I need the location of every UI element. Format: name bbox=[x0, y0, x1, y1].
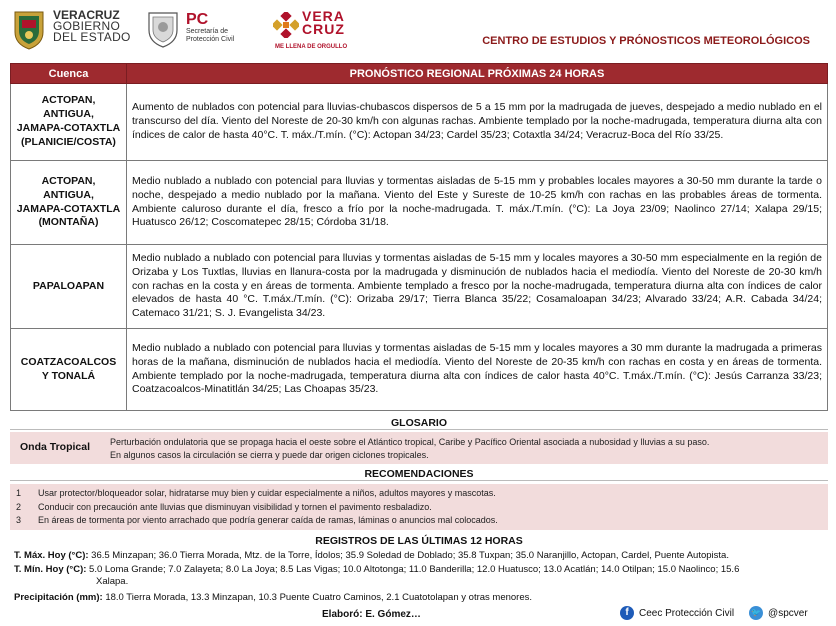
forecast-cell: Aumento de nublados con potencial para lluvias-chubascos dispersos de 5 a 15 mm por la madrugada de jueves, despejado a medio nublado en el transcurso del día. Viento del Noreste de 20-30 km/h con algunas rachas. Ambiente templado por la noche-madrugada, temperatura diurna alta con índices de calor de hasta 40°C. T. máx./T.mín. (°C): Actopan 34/23; Cardel 35/23; Cotaxtla 34/24; Veracruz-Boca del Río 33/25. bbox=[127, 84, 828, 161]
basin-name-line: Y TONALÁ bbox=[41, 369, 96, 382]
records-tmin-label: T. Mín. Hoy (°C): bbox=[14, 564, 87, 575]
recommendation-text: En áreas de tormenta por viento arrachado que podría generar caída de ramas, láminas o anuncios mal colocados. bbox=[38, 515, 498, 525]
records-tmin-text: 5.0 Loma Grande; 7.0 Zalayeta; 8.0 La Joya; 8.5 Las Vigas; 10.0 Altotonga; 11.0 Banderilla; 12.0 Huatusco; 13.0 Acatlán; 14.0 Otilpan; 15.0 Naolinco; 15.6 bbox=[89, 564, 740, 575]
center-title: CENTRO DE ESTUDIOS Y PRÓNOSTICOS METEOROLÓGICOS bbox=[482, 35, 810, 47]
recommendation-number: 3 bbox=[16, 515, 22, 525]
facebook-handle[interactable]: Ceec Protección Civil bbox=[639, 607, 735, 619]
glossary-definition-line: Perturbación ondulatoria que se propaga hacia el oeste sobre el Atlántico tropical, Caribe y Pacífico Oriental asociada a nubosidad y lluvias a su paso. bbox=[110, 437, 710, 447]
twitter-icon[interactable]: 🐦 bbox=[749, 606, 763, 620]
facebook-icon[interactable]: f bbox=[620, 606, 634, 620]
column-header-basin: Cuenca bbox=[11, 64, 127, 84]
table-row bbox=[11, 84, 828, 161]
basin-name-line: COATZACOALCOS bbox=[20, 355, 117, 368]
basin-cell bbox=[11, 329, 127, 411]
records-precip bbox=[14, 592, 824, 603]
vc-logo-slogan: ME LLENA DE ORGULLO bbox=[275, 44, 348, 50]
veracruz-brand-text bbox=[302, 10, 345, 36]
basin-name-line: (PLANICIE/COSTA) bbox=[21, 135, 116, 148]
page-header bbox=[0, 0, 836, 60]
basin-cell bbox=[11, 245, 127, 329]
proteccion-civil-shield-icon bbox=[147, 10, 179, 48]
veracruz-pattern-icon bbox=[273, 12, 299, 38]
basin-name-line: (MONTAÑA) bbox=[38, 216, 99, 229]
recommendation-number: 1 bbox=[16, 488, 22, 498]
forecast-cell: Medio nublado a nublado con potencial para lluvias y tormentas aisladas de 5-15 mm y probables locales mayores a 30-50 mm durante la tarde o noche, despejado a medio nublado por la mañana. Viento del Este y Sureste de 10-25 km/h con rachas en las probables áreas de tormenta. Ambiente caluroso durante el día, fresco a frío por la noche-madrugada. T. máx./T.mín. (°C): La Joya 23/09; Naolinco 27/14; Xalapa 29/15; Huatusco 26/12; Coscomatepec 28/15; Córdoba 31/18. bbox=[127, 161, 828, 245]
basin-name-line: ACTOPAN, bbox=[41, 94, 96, 107]
elaborated-by: Elaboró: E. Gómez… bbox=[322, 609, 421, 620]
recommendations-title: RECOMENDACIONES bbox=[10, 468, 828, 481]
twitter-handle[interactable]: @spcver bbox=[768, 607, 808, 619]
forecast-cell: Medio nublado a nublado con potencial para lluvias y tormentas aisladas de 5-15 mm y locales mayores a 30-50 mm especialmente en la región de Orizaba y Los Tuxtlas, lluvias en llanura-costa por la madrugada y disminución de nublados hacia el mediodía. Viento del Noreste de 20-30 km/h con rachas en la costa y en áreas de tormenta. Ambiente templado a fresco por la noche-madrugada, temperatura diurna alta con índices de calor elevados de hasta 40 °C. T.máx./T.mín. (°C): Orizaba 29/17; Tierra Blanca 35/22; Cosamaloapan 34/23; Alvarado 33/24; A.R. Cabada 34/24; Catemaco 31/21; S. J. Evangelista 34/23. bbox=[127, 245, 828, 329]
table-row bbox=[11, 329, 828, 411]
glossary-title: GLOSARIO bbox=[10, 417, 828, 430]
basin-name-line: ANTIGUA, bbox=[43, 108, 94, 121]
records-tmin-continuation: Xalapa. bbox=[96, 576, 129, 587]
records-tmax-label: T. Máx. Hoy (°C): bbox=[14, 550, 89, 561]
glossary-definition-line: En algunos casos la circulación se cierra y puede dar origen ciclones tropicales. bbox=[110, 449, 429, 460]
pc-logo-title: PC bbox=[186, 11, 209, 28]
vc-logo-line2: CRUZ bbox=[302, 21, 345, 37]
basin-name-line: ACTOPAN, bbox=[41, 174, 96, 187]
basin-cell bbox=[11, 84, 127, 161]
recommendations-box bbox=[10, 484, 828, 530]
basin-name-line: JAMAPA-COTAXTLA bbox=[16, 202, 121, 215]
vc-logo-line1: VERA bbox=[302, 8, 345, 24]
records-precip-label: Precipitación (mm): bbox=[14, 592, 103, 603]
column-header-forecast: PRONÓSTICO REGIONAL PRÓXIMAS 24 HORAS bbox=[127, 64, 828, 84]
records-tmax bbox=[14, 550, 824, 561]
pc-logo-sub2: Protección Civil bbox=[186, 36, 235, 43]
recommendation-number: 2 bbox=[16, 502, 22, 512]
proteccion-civil-logo-text bbox=[186, 12, 234, 44]
veracruz-logo-line3: DEL ESTADO bbox=[53, 30, 131, 44]
forecast-table-header bbox=[11, 64, 828, 84]
table-row bbox=[11, 161, 828, 245]
forecast-cell: Medio nublado a nublado con potencial para lluvias y tormentas aisladas de 5-15 mm y locales mayores a 30 mm durante la madrugada a primeras horas de la mañana, disminución de nublados hacia el mediodía. Viento del Noreste de 20-35 km/h con rachas en costa y en áreas de tormenta. Ambiente templado por la noche-madrugada, temperatura diurna alta con índices de calor hasta 40°C. T.máx./T.mín. (°C): Jesús Carranza 33/23; Coatzacoalcos-Minatitlán 34/25; Las Choapas 35/23. bbox=[127, 329, 828, 411]
records-title: REGISTROS DE LAS ÚLTIMAS 12 HORAS bbox=[315, 535, 523, 547]
glossary-box bbox=[10, 432, 828, 464]
records-precip-text: 18.0 Tierra Morada, 13.3 Minzapan, 10.3 Puente Cuatro Caminos, 2.1 Cuatotolapan y otras menores. bbox=[105, 592, 533, 603]
glossary-term: Onda Tropical bbox=[20, 441, 91, 453]
table-row bbox=[11, 245, 828, 329]
forecast-table bbox=[10, 63, 828, 411]
pc-logo-sub1: Secretaría de bbox=[186, 28, 229, 35]
veracruz-logo-line1: VERACRUZ bbox=[53, 8, 120, 22]
basin-cell bbox=[11, 161, 127, 245]
basin-name-line: JAMAPA-COTAXTLA bbox=[16, 122, 121, 134]
social-links bbox=[620, 606, 808, 620]
veracruz-logo-line2: GOBIERNO bbox=[53, 19, 121, 33]
recommendation-text: Conducir con precaución ante lluvias que disminuyan visibilidad y tornen el pavimento resbaladizo. bbox=[38, 502, 432, 512]
records-tmin bbox=[14, 564, 824, 575]
veracruz-coat-of-arms-icon bbox=[12, 8, 46, 50]
veracruz-logo-text bbox=[53, 10, 131, 43]
glossary-definition bbox=[110, 436, 822, 461]
recommendation-text: Usar protector/bloqueador solar, hidratarse muy bien y cuidar especialmente a niños, adultos mayores y mascotas. bbox=[38, 488, 496, 498]
records-tmax-text: 36.5 Minzapan; 36.0 Tierra Morada, Mtz. de la Torre, Ídolos; 35.9 Soledad de Doblado; 35.8 Tuxpan; 35.0 Naranjillo, Actopan, Cardel, Puente Autopista. bbox=[91, 550, 729, 561]
basin-name-line: ANTIGUA, bbox=[43, 188, 94, 201]
basin-name-line: PAPALOAPAN bbox=[32, 279, 105, 292]
